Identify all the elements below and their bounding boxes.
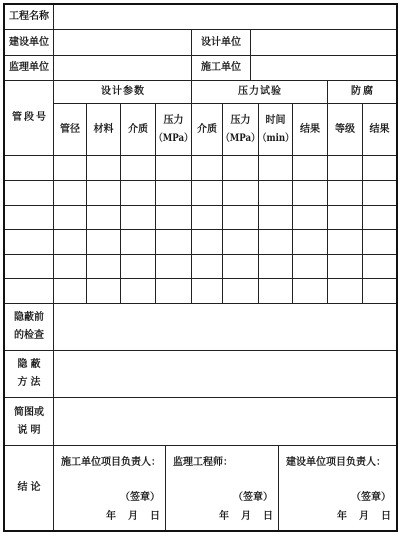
table-row bbox=[0, 254, 401, 279]
col-header-test-medium bbox=[191, 103, 223, 156]
table-cell bbox=[155, 229, 192, 255]
table-cell bbox=[258, 278, 293, 304]
table-cell bbox=[222, 229, 259, 255]
table-cell bbox=[292, 229, 328, 255]
table-row bbox=[0, 155, 401, 181]
table-cell bbox=[120, 278, 156, 304]
construction-unit-label: 建设单位 bbox=[4, 29, 54, 56]
table-cell bbox=[222, 278, 259, 304]
segment-no-label: 管段号 bbox=[12, 112, 48, 123]
table-cell bbox=[86, 155, 121, 181]
pre-conceal-check-field bbox=[53, 303, 397, 351]
table-cell bbox=[155, 180, 192, 206]
design-unit-field bbox=[250, 29, 397, 56]
col-header-unit: （min） bbox=[257, 132, 294, 144]
pressure-test-label: 压力试验 bbox=[238, 86, 282, 97]
table-row bbox=[0, 229, 401, 255]
table-cell bbox=[53, 155, 87, 181]
table-cell bbox=[155, 205, 192, 230]
table-cell bbox=[222, 155, 259, 181]
table-row bbox=[0, 278, 401, 304]
sketch-notes-field bbox=[53, 397, 397, 446]
conceal-method-label-cell bbox=[4, 350, 54, 398]
col-header-text: 等级 bbox=[335, 123, 355, 135]
table-cell bbox=[362, 278, 397, 304]
table-cell bbox=[155, 155, 192, 181]
table-cell bbox=[53, 278, 87, 304]
design-unit-label: 设计单位 bbox=[191, 29, 251, 56]
segment-no-cell bbox=[4, 254, 54, 279]
table-cell bbox=[292, 278, 328, 304]
pre-conceal-check-label-cell bbox=[4, 303, 54, 351]
supervision-unit-label: 监理单位 bbox=[4, 55, 54, 81]
signatory-role: 施工单位项目负责人： bbox=[61, 457, 161, 468]
segment-no-cell bbox=[4, 229, 54, 255]
table-cell bbox=[120, 205, 156, 230]
table-row bbox=[0, 205, 401, 230]
table-row bbox=[0, 180, 401, 206]
table-cell bbox=[362, 205, 397, 230]
supervision-unit-field bbox=[53, 55, 192, 81]
table-cell bbox=[222, 180, 259, 206]
table-cell bbox=[191, 155, 223, 181]
builder-unit-field bbox=[250, 55, 397, 81]
table-cell bbox=[86, 205, 121, 230]
table-cell bbox=[191, 254, 223, 279]
signatory-seal: （签章） bbox=[233, 492, 273, 503]
table-cell bbox=[86, 229, 121, 255]
table-cell bbox=[191, 278, 223, 304]
col-header-text: 介质 bbox=[197, 123, 217, 135]
segment-no-header bbox=[4, 80, 54, 156]
col-header-material bbox=[86, 103, 121, 156]
segment-no-cell bbox=[4, 205, 54, 230]
table-cell bbox=[155, 254, 192, 279]
conceal-method-label-line: 隐蔽 bbox=[17, 359, 44, 370]
params-table-body bbox=[0, 155, 401, 304]
table-cell bbox=[258, 205, 293, 230]
table-cell bbox=[222, 205, 259, 230]
pressure-test-group-header bbox=[191, 80, 328, 104]
anticorrosion-group-header bbox=[327, 80, 397, 104]
table-cell bbox=[327, 155, 363, 181]
signatory-seal: （签章） bbox=[351, 492, 391, 503]
construction-unit-field bbox=[53, 29, 192, 56]
table-cell bbox=[292, 205, 328, 230]
col-header-text: 结果 bbox=[369, 123, 390, 135]
segment-no-cell bbox=[4, 278, 54, 304]
conclusion-label-cell bbox=[4, 445, 54, 531]
table-cell bbox=[191, 205, 223, 230]
col-header-design-medium bbox=[120, 103, 156, 156]
table-cell bbox=[86, 254, 121, 279]
conclusion-label: 结论 bbox=[17, 482, 44, 493]
signatory-seal: （签章） bbox=[120, 492, 160, 503]
builder-unit-label: 施工单位 bbox=[191, 55, 251, 81]
col-header-text: 结果 bbox=[300, 123, 320, 135]
col-header-test-time bbox=[258, 103, 293, 156]
project-name-label: 工程名称 bbox=[4, 4, 54, 30]
table-cell bbox=[327, 180, 363, 206]
col-header-pipe-diameter bbox=[53, 103, 87, 156]
signatory-date: 年 月 日 bbox=[337, 511, 392, 522]
signature-box-owner bbox=[278, 445, 397, 531]
table-cell bbox=[327, 229, 363, 255]
table-cell bbox=[53, 229, 87, 255]
col-header-text: 材料 bbox=[93, 123, 114, 135]
col-header-anticorrosion-grade bbox=[327, 103, 363, 156]
col-header-test-result bbox=[292, 103, 328, 156]
table-cell bbox=[120, 254, 156, 279]
table-cell bbox=[155, 278, 192, 304]
signatory-role: 建设单位项目负责人： bbox=[286, 457, 386, 468]
table-cell bbox=[53, 180, 87, 206]
sketch-notes-label-line: 说明 bbox=[17, 424, 44, 436]
signature-box-builder bbox=[53, 445, 166, 531]
design-params-group-header bbox=[53, 80, 192, 104]
segment-no-cell bbox=[4, 155, 54, 181]
table-cell bbox=[362, 155, 397, 181]
table-cell bbox=[327, 278, 363, 304]
table-cell bbox=[327, 205, 363, 230]
table-cell bbox=[191, 229, 223, 255]
table-cell bbox=[362, 229, 397, 255]
segment-no-cell bbox=[4, 180, 54, 206]
col-header-text: 管径 bbox=[60, 123, 80, 135]
design-params-label: 设计参数 bbox=[101, 86, 145, 97]
table-cell bbox=[362, 254, 397, 279]
signatory-role: 监理工程师： bbox=[173, 457, 233, 468]
conceal-method-label-line: 方法 bbox=[17, 377, 44, 388]
sketch-notes-label-cell bbox=[4, 397, 54, 446]
table-cell bbox=[292, 254, 328, 279]
table-cell bbox=[53, 205, 87, 230]
col-header-unit: （MPa） bbox=[221, 132, 260, 144]
signatory-date: 年 月 日 bbox=[219, 511, 274, 522]
table-cell bbox=[362, 180, 397, 206]
conceal-method-field bbox=[53, 350, 397, 398]
col-header-anticorrosion-result bbox=[362, 103, 397, 156]
table-cell bbox=[120, 155, 156, 181]
table-cell bbox=[258, 155, 293, 181]
col-header-text: 介质 bbox=[128, 123, 148, 135]
table-cell bbox=[292, 155, 328, 181]
col-header-test-pressure bbox=[222, 103, 259, 156]
table-cell bbox=[258, 180, 293, 206]
col-header-text: 时间 bbox=[265, 114, 286, 126]
table-cell bbox=[258, 254, 293, 279]
table-cell bbox=[120, 180, 156, 206]
signatory-date: 年 月 日 bbox=[106, 511, 161, 522]
table-cell bbox=[191, 180, 223, 206]
table-cell bbox=[86, 180, 121, 206]
table-cell bbox=[292, 180, 328, 206]
table-cell bbox=[327, 254, 363, 279]
table-cell bbox=[53, 254, 87, 279]
project-name-field bbox=[53, 4, 397, 30]
table-cell bbox=[222, 254, 259, 279]
anticorrosion-label: 防腐 bbox=[351, 86, 375, 97]
pre-conceal-check-label-line: 隐蔽前 bbox=[14, 312, 44, 323]
signature-box-supervisor bbox=[165, 445, 279, 531]
col-header-text: 压力 bbox=[163, 114, 184, 126]
table-cell bbox=[86, 278, 121, 304]
col-header-unit: （MPa） bbox=[154, 132, 193, 144]
col-header-design-pressure bbox=[155, 103, 192, 156]
pre-conceal-check-label-line: 的检查 bbox=[14, 330, 44, 341]
table-cell bbox=[258, 229, 293, 255]
col-header-text: 压力 bbox=[230, 114, 251, 126]
table-cell bbox=[120, 229, 156, 255]
sketch-notes-label-line: 简图或 bbox=[14, 406, 44, 418]
